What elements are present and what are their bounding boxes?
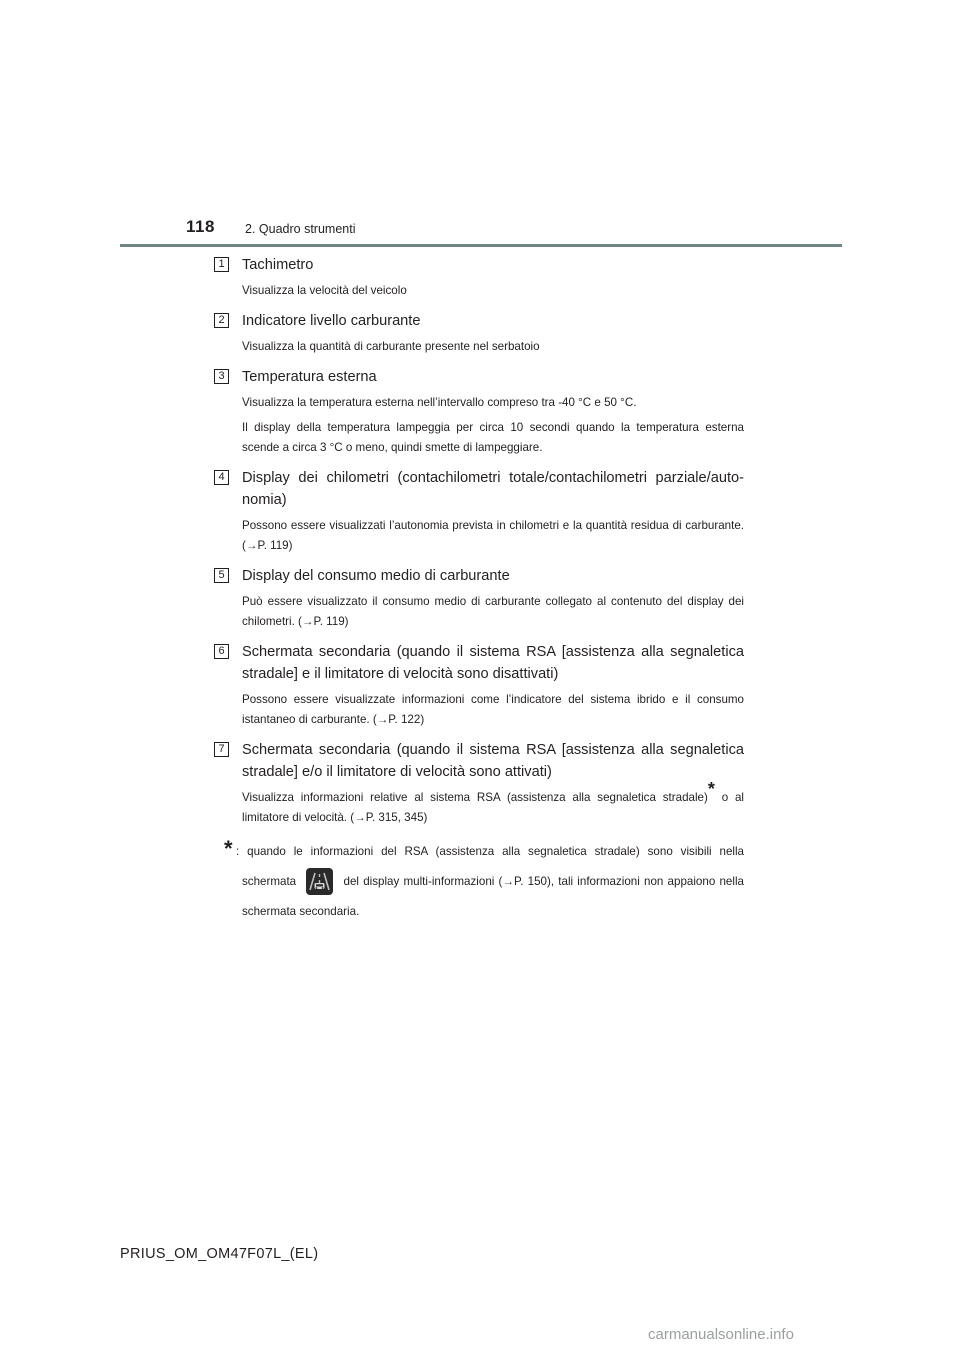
list-item (214, 739, 744, 828)
item-desc-text: o al limitatore di velocità. (→P. 315, 345) (242, 791, 744, 824)
item-badge: 3 (214, 369, 229, 384)
list-item (214, 310, 744, 357)
list-item (214, 641, 744, 730)
item-title: Display del consumo medio di carburante (242, 568, 510, 584)
footnote-text: del display multi-informazioni (→P. 150), tali informazioni non appaiono nella schermata secondaria. (242, 875, 744, 918)
item-description: Possono essere visualizzati l’autonomia prevista in chilometri e la quantità residua di carburante. (→P. 119) (242, 519, 744, 552)
item-badge: 5 (214, 568, 229, 583)
watermark: carmanualsonline.info (648, 1326, 794, 1343)
item-title: Tachimetro (242, 257, 314, 273)
rsa-screen-icon (306, 868, 333, 895)
item-desc-text: Visualizza informazioni relative al sistema RSA (assistenza alla segnaletica stradale) (242, 791, 708, 804)
footnote-text: : quando le informazioni del RSA (assistenza alla segnaletica stradale) sono visibili nella schermata (236, 845, 744, 888)
list-item (214, 565, 744, 632)
item-description: Visualizza la quantità di carburante presente nel serbatoio (242, 340, 540, 353)
item-description: Visualizza la velocità del veicolo (242, 284, 407, 297)
item-badge: 1 (214, 257, 229, 272)
item-title: Indicatore livello carburante (242, 313, 421, 329)
list-item (214, 467, 744, 556)
item-badge: 6 (214, 644, 229, 659)
content (214, 254, 744, 927)
item-badge: 7 (214, 742, 229, 757)
item-title: Display dei chilometri (contachilometri totale/contachilometri parziale/autonomia) (242, 470, 744, 508)
item-title: Schermata secondaria (quando il sistema RSA [assistenza alla segnaletica stradale] e/o il limitatore di velocità sono attivati) (242, 742, 744, 780)
item-badge: 2 (214, 313, 229, 328)
list-item (214, 366, 744, 458)
item-description: Possono essere visualizzate informazioni come l’indicatore del sistema ibrido e il consumo istantaneo di carburante. (→P. 122) (242, 693, 744, 726)
item-badge: 4 (214, 470, 229, 485)
item-description: Può essere visualizzato il consumo medio di carburante collegato al contenuto del display dei chilometri. (→P. 119) (242, 595, 744, 628)
item-title: Schermata secondaria (quando il sistema RSA [assistenza alla segnaletica stradale] e il limitatore di velocità sono disattivati) (242, 644, 744, 682)
section-title: 2. Quadro strumenti (245, 222, 356, 236)
footnote (214, 837, 744, 927)
page-number: 118 (186, 217, 215, 236)
header-rule (120, 244, 842, 247)
list-item (214, 254, 744, 301)
item-description (242, 779, 744, 828)
item-description: Visualizza la temperatura esterna nell’intervallo compreso tra -40 °C e 50 °C. Il display della temperatura lampeggia per circa 10 secondi quando la temperatura esterna scende a circa 3 °C o meno, quindi smette di lampeggiare. (242, 396, 744, 454)
footer-code: PRIUS_OM_OM47F07L_(EL) (120, 1246, 319, 1262)
item-title: Temperatura esterna (242, 369, 377, 385)
footnote-marker: * (707, 779, 715, 799)
footnote-star: * (224, 836, 233, 861)
